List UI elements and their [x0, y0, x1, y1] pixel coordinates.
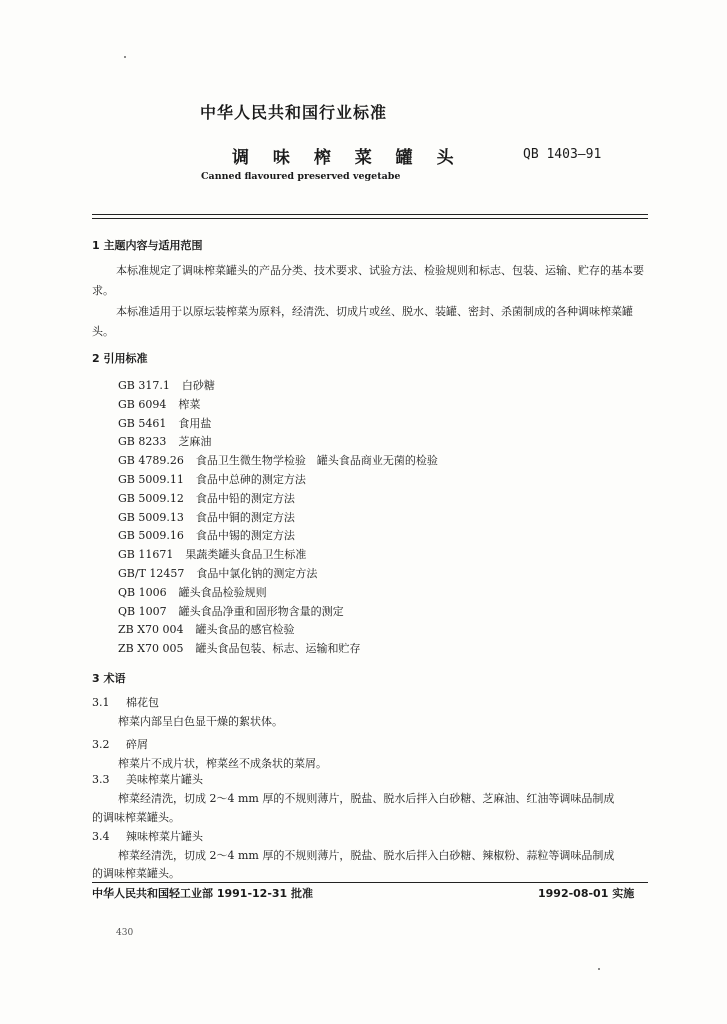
reference-code: GB/T 12457	[118, 567, 185, 580]
reference-title: 果蔬类罐头食品卫生标准	[185, 548, 307, 562]
reference-title: 食用盐	[178, 416, 212, 430]
section-1-heading: 1 主题内容与适用范围	[92, 239, 203, 252]
document-title: 调 味 榨 菜 罐 头	[232, 148, 463, 168]
section-2-heading: 2 引用标准	[92, 352, 148, 365]
term-3-3-name: 美味榨菜片罐头	[126, 773, 203, 786]
term-3-4-name: 辣味榨菜片罐头	[126, 830, 203, 843]
reference-title: 食品中铜的测定方法	[195, 510, 295, 524]
reference-title: 食品卫生微生物学检验 罐头食品商业无菌的检验	[195, 454, 438, 468]
scan-speck	[124, 56, 126, 58]
reference-code: GB 5009.16	[118, 529, 184, 543]
approval-line: 中华人民共和国轻工业部 1991-12-31 批准	[92, 887, 314, 900]
reference-title: 芝麻油	[178, 435, 212, 449]
section-1-para-2: 本标准适用于以原坛装榨菜为原料，经清洗、切成片或丝、脱水、装罐、密封、杀菌制成的各种调味榨菜罐头。	[92, 305, 633, 338]
page-number: 430	[116, 928, 134, 938]
reference-code: GB 5009.11	[118, 473, 184, 486]
standard-code: QB 1403—91	[523, 147, 602, 162]
reference-title: 食品中铅的测定方法	[195, 491, 295, 505]
term-3-1-name: 棉花包	[126, 696, 159, 709]
reference-title: 罐头食品包装、标志、运输和贮存	[195, 642, 361, 656]
reference-code: QB 1006	[118, 585, 167, 599]
term-3-3-number: 3.3	[92, 773, 110, 786]
reference-title: 食品中氯化钠的测定方法	[196, 567, 318, 580]
reference-title: 榨菜	[178, 397, 201, 411]
reference-title: 食品中总砷的测定方法	[195, 473, 306, 486]
reference-title: 食品中锡的测定方法	[195, 529, 295, 543]
header-rule-bottom	[92, 218, 648, 219]
effective-date: 1992-08-01 实施	[538, 887, 635, 900]
reference-title: 白砂糖	[181, 379, 215, 392]
reference-code: ZB X70 005	[118, 642, 184, 656]
term-3-4-definition-line-2: 的调味榨菜罐头。	[92, 867, 180, 880]
term-3-2-name: 碎屑	[126, 738, 148, 751]
reference-code: GB 4789.26	[118, 454, 184, 468]
reference-title: 罐头食品净重和固形物含量的测定	[178, 604, 344, 618]
term-3-2-number: 3.2	[92, 738, 110, 751]
reference-code: GB 6094	[118, 397, 167, 411]
term-3-3-definition-line-1: 榨菜经清洗，切成 2～4 mm 厚的不规则薄片，脱盐、脱水后拌入白砂糖、芝麻油、红油等调味品制成	[118, 792, 615, 805]
reference-code: GB 5461	[118, 416, 167, 430]
reference-code: GB 8233	[118, 435, 167, 449]
term-3-3-definition-line-2: 的调味榨菜罐头。	[92, 811, 180, 824]
reference-code: GB 5009.12	[118, 491, 184, 505]
header-rule-top	[92, 214, 648, 215]
term-3-1-number: 3.1	[92, 696, 110, 709]
scan-speck	[598, 968, 600, 970]
reference-title: 罐头食品检验规则	[178, 585, 267, 599]
standard-category: 中华人民共和国行业标准	[200, 103, 388, 122]
english-title: Canned flavoured preserved vegetabe	[201, 171, 401, 182]
reference-title: 罐头食品的感官检验	[195, 623, 295, 637]
term-3-4-number: 3.4	[92, 830, 110, 843]
term-3-4-definition-line-1: 榨菜经清洗，切成 2～4 mm 厚的不规则薄片，脱盐、脱水后拌入白砂糖、辣椒粉、蒜粒等调味品制成	[118, 849, 615, 862]
reference-code: QB 1007	[118, 604, 167, 618]
footer-rule	[92, 882, 648, 883]
reference-code: GB 317.1	[118, 379, 170, 392]
reference-code: GB 11671	[118, 548, 174, 562]
reference-code: ZB X70 004	[118, 623, 184, 637]
term-3-2-definition: 榨菜片不成片状，榨菜丝不成条状的菜屑。	[118, 757, 327, 770]
term-3-1-definition: 榨菜内部呈白色显干燥的絮状体。	[118, 715, 283, 728]
reference-code: GB 5009.13	[118, 510, 184, 524]
section-3-heading: 3 术语	[92, 672, 126, 685]
section-1-para-1: 本标准规定了调味榨菜罐头的产品分类、技术要求、试验方法、检验规则和标志、包装、运输、贮存的基本要求。	[92, 264, 644, 297]
